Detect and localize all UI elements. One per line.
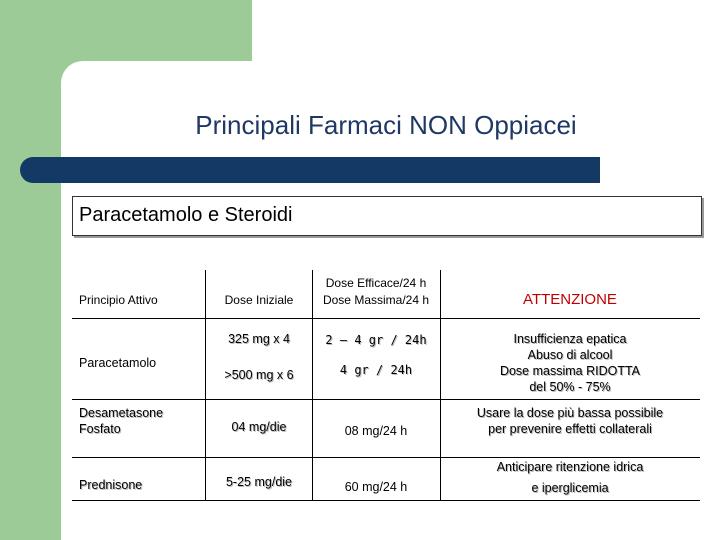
header-principio-attivo: Principio Attivo xyxy=(79,293,158,307)
cell-desametasone-attenzione-2: per prevenire effetti collaterali xyxy=(488,422,652,436)
header-attenzione: ATTENZIONE xyxy=(523,291,617,308)
subtitle-box xyxy=(72,196,702,236)
subtitle-text: Paracetamolo e Steroidi xyxy=(79,204,293,226)
cell-attenzione-2: Abuso di alcool xyxy=(527,348,613,362)
cell-attenzione-3: Dose massima RIDOTTA xyxy=(499,364,641,378)
cell-attenzione-4: del 50% - 75% xyxy=(529,380,611,394)
table-row-line xyxy=(72,399,700,400)
cell-prednisone-attenzione-1: Anticipare ritenzione idrica xyxy=(496,460,644,474)
table-header-line xyxy=(72,318,700,319)
table-col-line xyxy=(205,270,206,500)
cell-paracetamolo: Paracetamolo xyxy=(79,356,157,370)
header-dose-efficace: Dose Efficace/24 h xyxy=(325,276,427,290)
table-col-line xyxy=(312,270,313,500)
table-bottom-line xyxy=(72,500,700,501)
header-dose-iniziale: Dose Iniziale xyxy=(224,293,294,307)
cell-prednisone-dose: 60 mg/24 h xyxy=(344,480,408,494)
cell-prednisone-attenzione-2: e iperglicemia xyxy=(531,481,609,495)
cell-desametasone-dose-iniziale: 04 mg/die xyxy=(231,420,287,434)
title-underline-bar xyxy=(20,157,600,183)
cell-dose-iniziale-2: >500 mg x 6 xyxy=(224,368,294,382)
cell-desametasone-dose: 08 mg/24 h xyxy=(344,424,408,438)
cell-dose-iniziale-1: 325 mg x 4 xyxy=(228,332,290,346)
cell-prednisone-dose-iniziale: 5-25 mg/die xyxy=(225,475,292,489)
cell-dose-2: 4 gr / 24h xyxy=(339,363,413,377)
slide-title: Principali Farmaci NON Oppiacei xyxy=(195,110,577,140)
cell-attenzione-1: Insufficienza epatica xyxy=(513,332,627,346)
cell-desametasone-attenzione-1: Usare la dose più bassa possibile xyxy=(476,406,664,420)
table-col-line xyxy=(440,270,441,500)
cell-prednisone: Prednisone xyxy=(79,478,143,492)
cell-dose-1: 2 – 4 gr / 24h xyxy=(325,333,427,347)
cell-desametasone-1: Desametasone xyxy=(79,406,164,420)
header-dose-massima: Dose Massima/24 h xyxy=(322,293,430,307)
table-row-line xyxy=(72,457,700,458)
cell-desametasone-2: Fosfato xyxy=(79,422,121,436)
